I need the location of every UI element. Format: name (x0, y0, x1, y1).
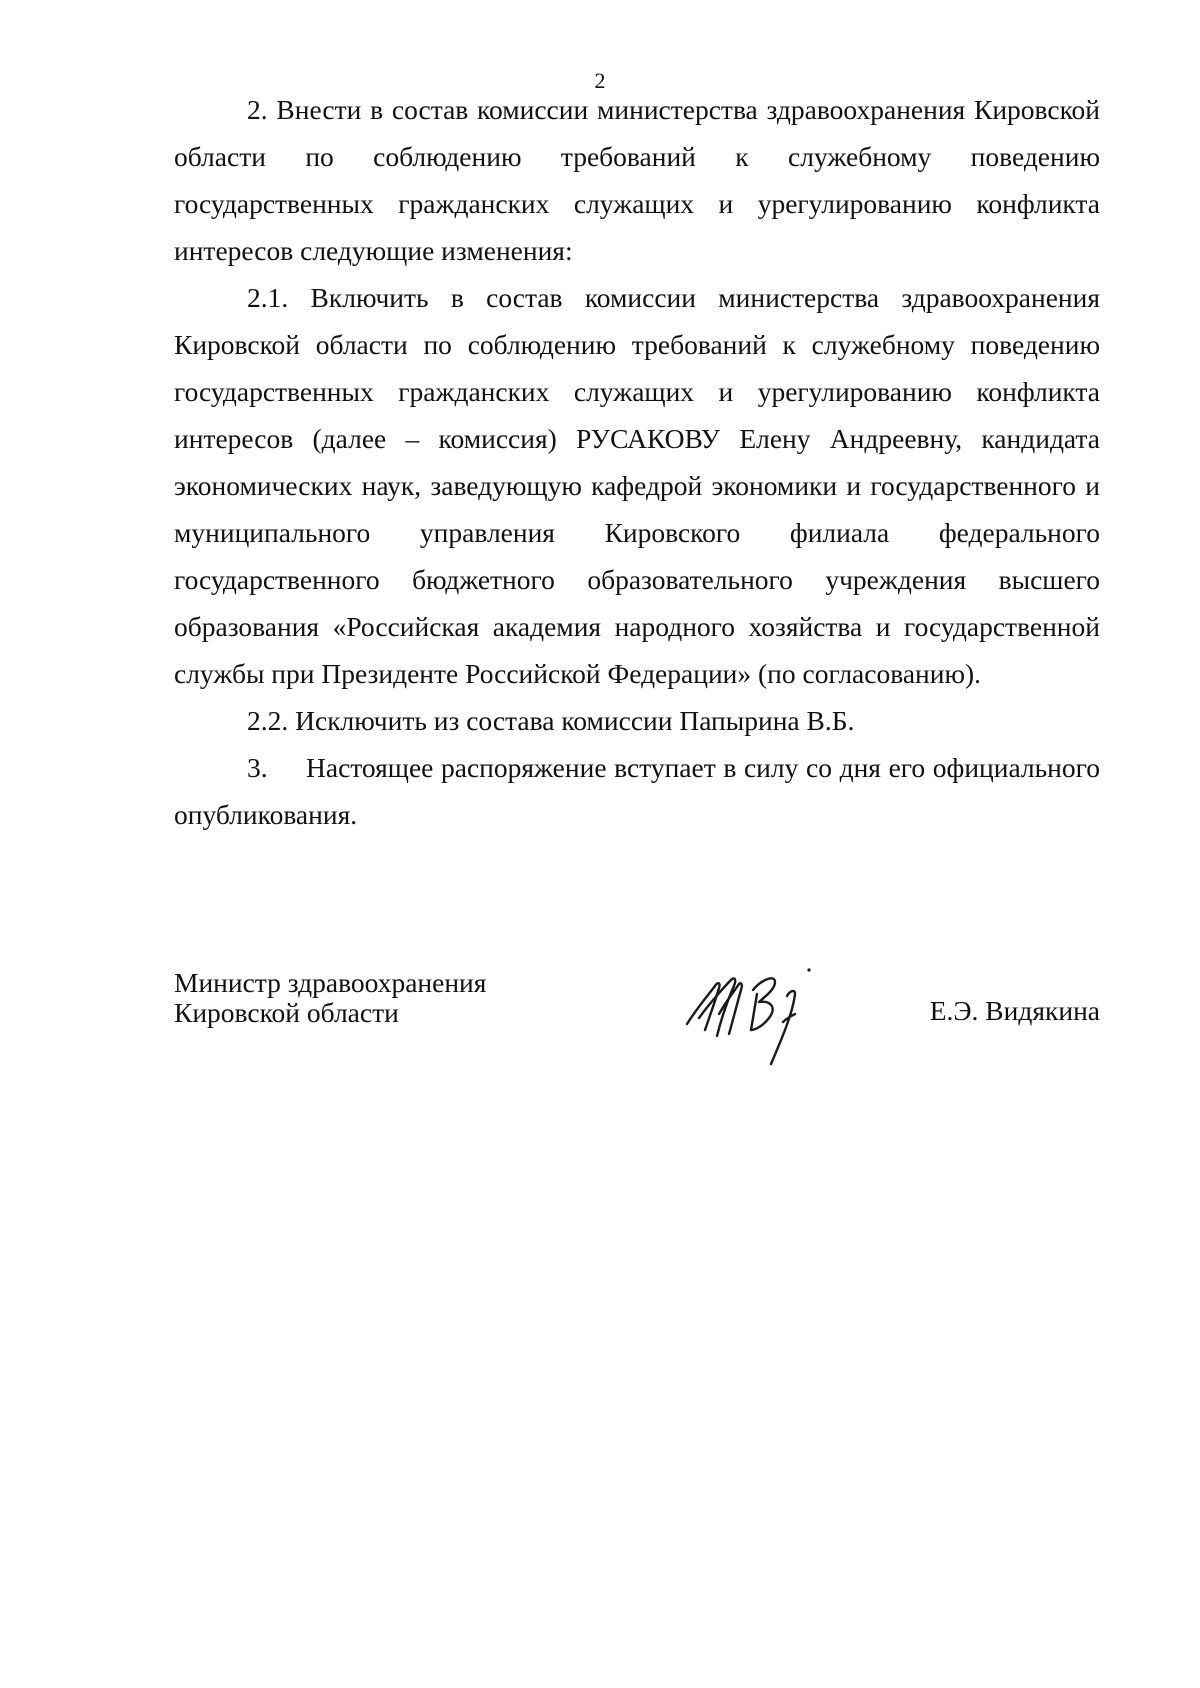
paragraph-3 (174, 744, 1100, 838)
paragraph-3-number: 3. (247, 752, 268, 783)
paragraph-2-2: 2.2. Исключить из состава комиссии Папырина В.Б. (247, 705, 855, 736)
paragraph-2-1: 2.1. Включить в состав комиссии министерства здравоохранения Кировской области по соблюдению требований к служебному поведению государственных гражданских служащих и урегулированию конфликта интересов (далее – комиссия) РУСАКОВУ Елену Андреевну, кандидата экономических наук, заведующую кафедрой экономики и государственного и муниципального управления Кировского филиала федерального государственного бюджетного образовательного учреждения высшего образования «Российская академия народного хозяйства и государственной службы при Президенте Российской Федерации» (по согласованию). (174, 282, 1100, 689)
signature-block (174, 968, 1100, 1078)
document-body (174, 86, 1100, 838)
signer-position-line-2: Кировской области (174, 997, 399, 1028)
paragraph-2: 2. Внести в состав комиссии министерства здравоохранения Кировской области по соблюдению требований к служебному поведению государственных гражданских служащих и урегулированию конфликта интересов следующие изменения: (174, 94, 1100, 266)
page-number: 2 (594, 68, 606, 93)
signer-position-line-1: Министр здравоохранения (174, 967, 487, 998)
signer-name: Е.Э. Видякина (929, 995, 1100, 1026)
handwritten-signature-icon (679, 960, 819, 1070)
paragraph-3-text: Настоящее распоряжение вступает в силу со дня его официального опубликования. (174, 752, 1100, 830)
signer-position (174, 968, 554, 1028)
